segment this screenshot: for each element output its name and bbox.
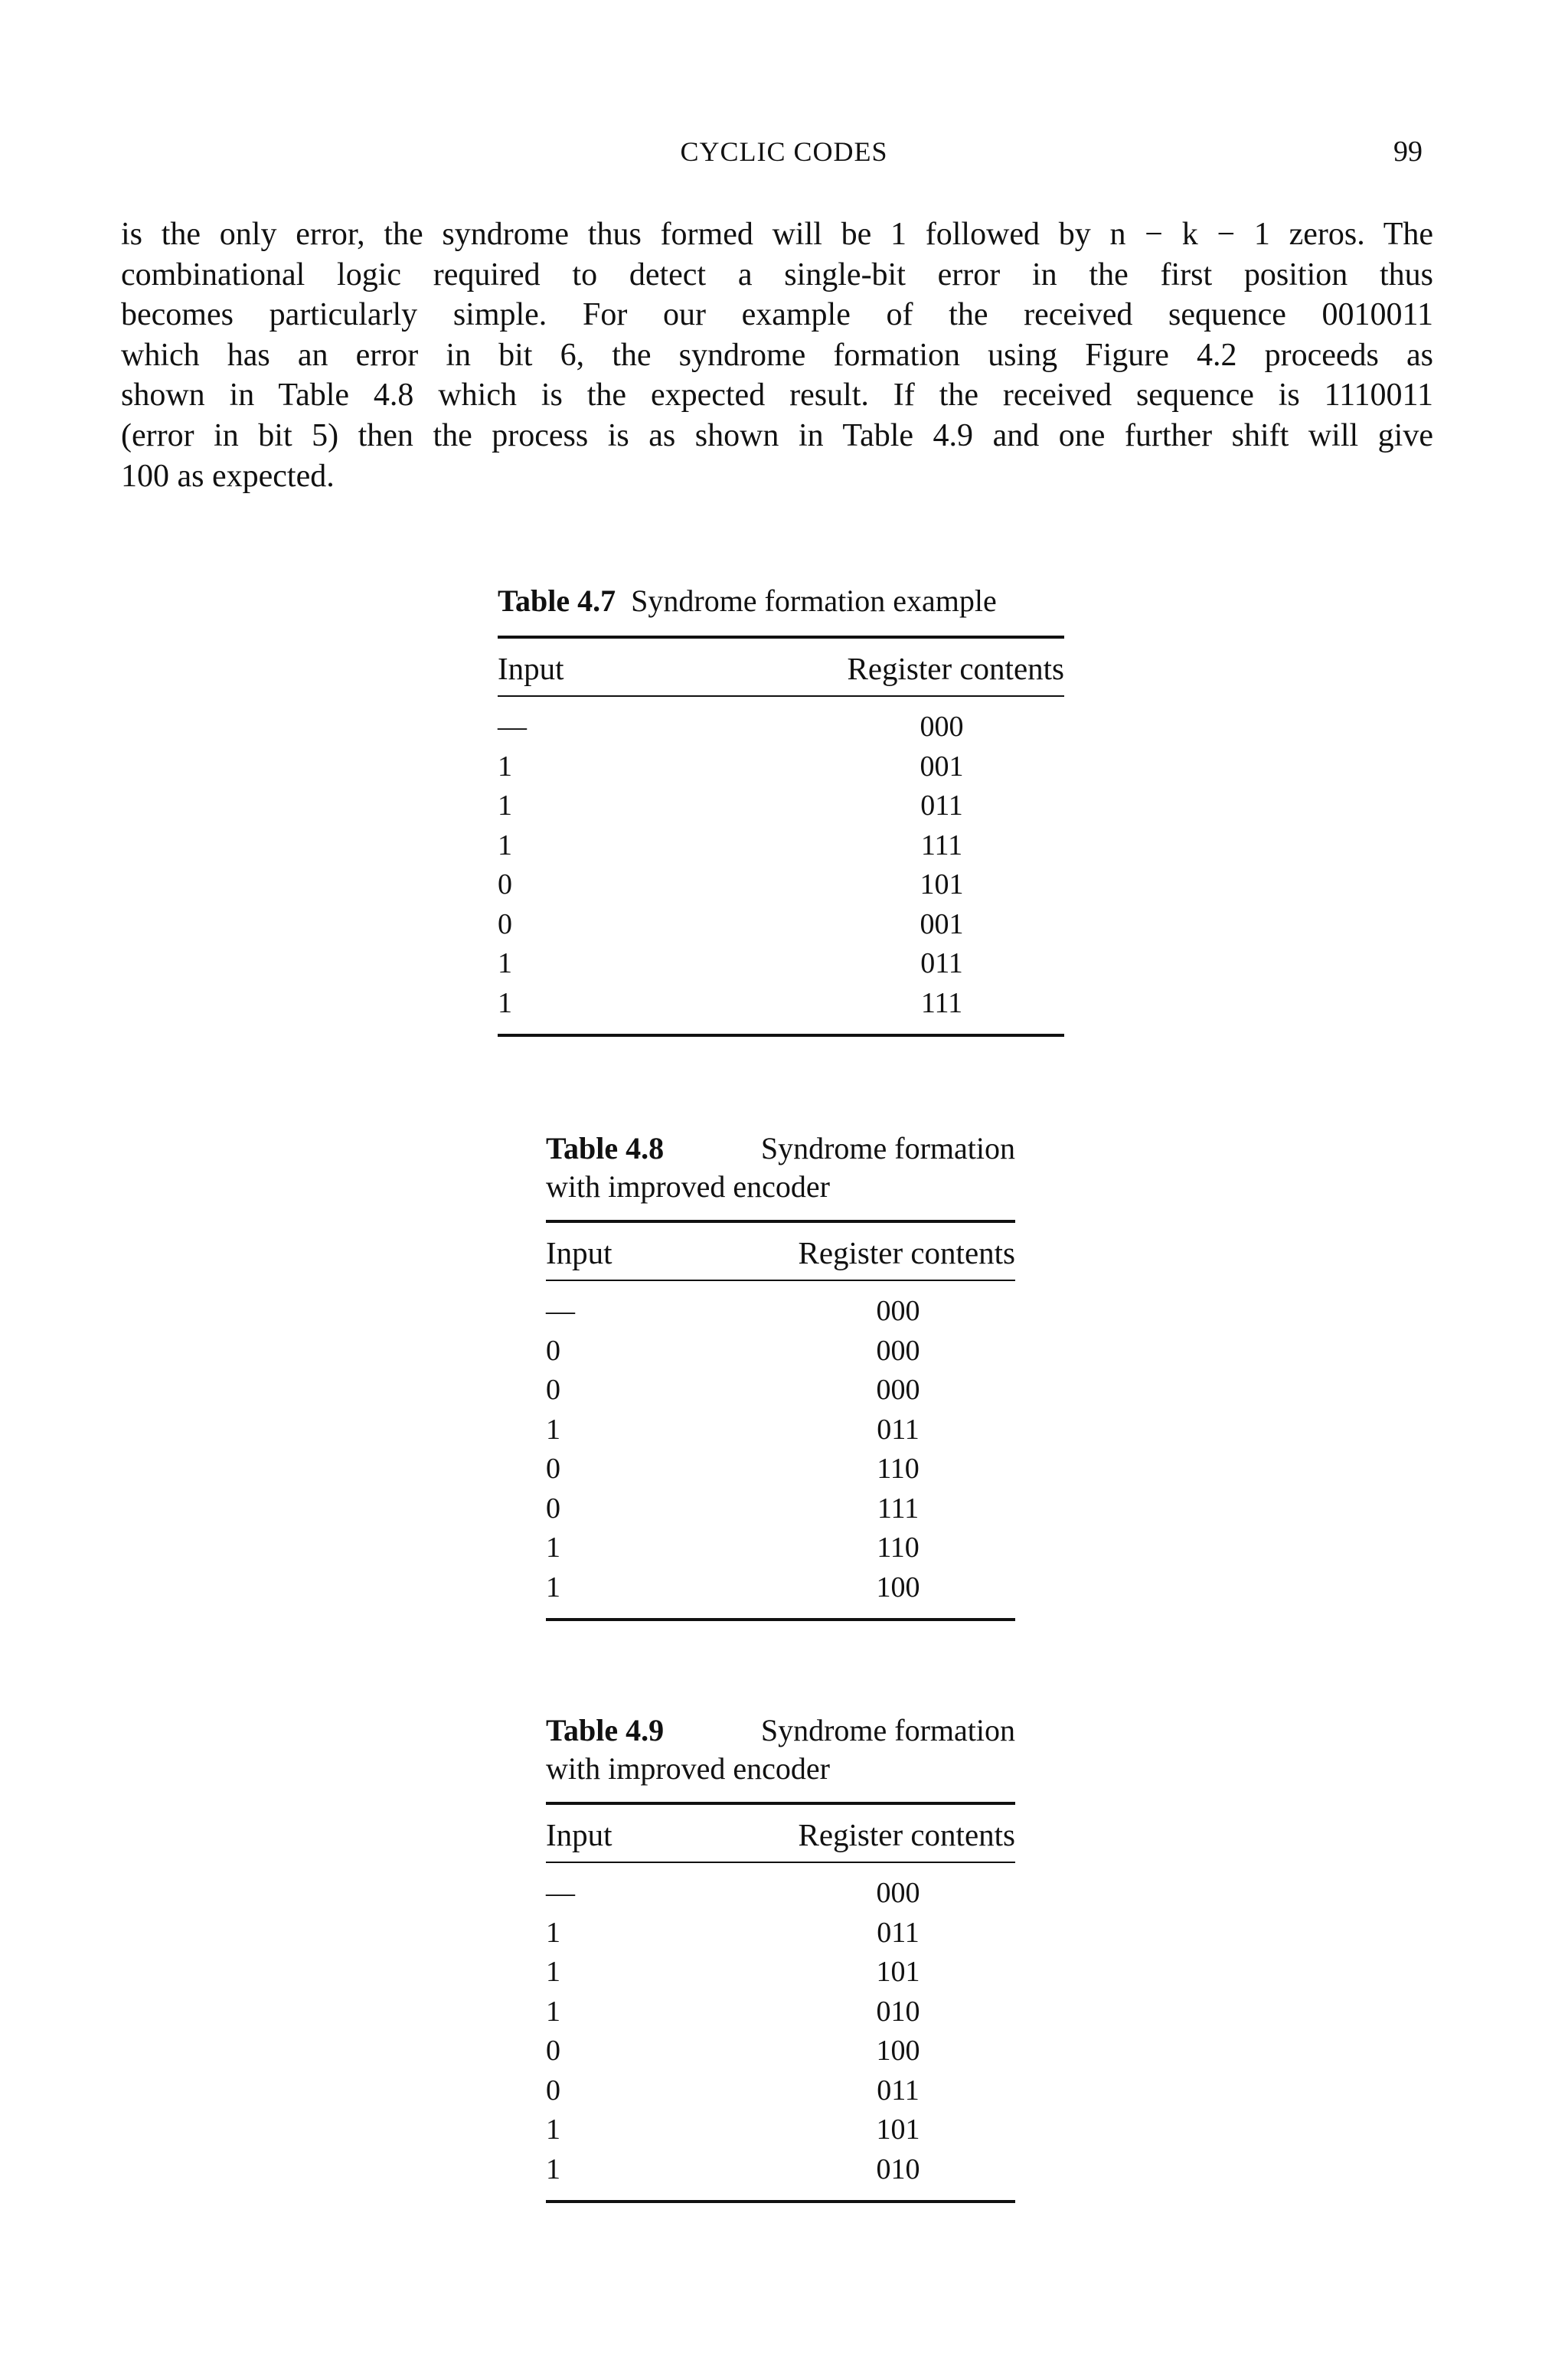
table-row xyxy=(498,747,1064,787)
input-cell: — xyxy=(546,1295,575,1327)
input-cell: 1 xyxy=(546,1571,560,1603)
input-cell: — xyxy=(498,711,527,743)
table-4-7 xyxy=(498,582,1064,1037)
table-row xyxy=(498,944,1064,984)
table-row xyxy=(546,1953,1015,1992)
input-cell: 1 xyxy=(498,986,512,1019)
register-cell: 101 xyxy=(876,1956,920,1988)
register-cell: 011 xyxy=(920,947,963,979)
table-caption xyxy=(498,582,1064,620)
register-cell: 111 xyxy=(877,1492,920,1525)
table-row xyxy=(546,2110,1015,2150)
table-row xyxy=(546,1411,1015,1450)
table-row xyxy=(546,2032,1015,2071)
register-cell: 011 xyxy=(877,1413,920,1446)
table-row xyxy=(498,905,1064,945)
body-line: is the only error, the syndrome thus formed will be 1 followed by n − k − 1 zeros. The xyxy=(121,217,1433,252)
table-row xyxy=(546,1568,1015,1608)
register-cell: 101 xyxy=(920,868,964,901)
register-cell: 011 xyxy=(877,1916,920,1949)
table-bottom-rule xyxy=(546,1618,1015,1621)
page-number: 99 xyxy=(1393,136,1423,168)
body-line: shown in Table 4.8 which is the expected result. If the received sequence is 1110011 xyxy=(121,378,1433,414)
column-header-input: Input xyxy=(498,651,564,686)
table-4-8 xyxy=(546,1129,1015,1621)
input-cell: 1 xyxy=(498,829,512,861)
register-cell: 001 xyxy=(920,907,964,940)
table-row xyxy=(546,1450,1015,1489)
input-cell: 1 xyxy=(546,1413,560,1446)
input-cell: 1 xyxy=(546,1916,560,1949)
table-label: Table 4.9 xyxy=(546,1713,665,1747)
input-cell: 1 xyxy=(498,750,512,783)
running-title: CYCLIC CODES xyxy=(680,136,888,167)
table-caption-text: Syndrome formation xyxy=(760,1131,1015,1165)
input-cell: 0 xyxy=(498,907,512,940)
input-cell: 0 xyxy=(546,2074,560,2107)
column-header-input: Input xyxy=(546,1817,612,1852)
body-line: (error in bit 5) then the process is as shown in Table 4.9 and one further shift will give xyxy=(121,417,1433,453)
table-header xyxy=(498,639,1064,695)
input-cell: 0 xyxy=(546,1492,560,1525)
table-row xyxy=(546,1874,1015,1914)
input-cell: 1 xyxy=(546,1532,560,1564)
table-row xyxy=(546,1992,1015,2032)
table-body xyxy=(546,1863,1015,2200)
register-cell: 000 xyxy=(876,1295,920,1327)
input-cell: 0 xyxy=(498,868,512,901)
body-line: combinational logic required to detect a single-bit error in the first position thus xyxy=(121,257,1433,293)
table-row xyxy=(546,1489,1015,1529)
register-cell: 111 xyxy=(920,986,963,1019)
column-header-register: Register contents xyxy=(798,1235,1015,1270)
table-row xyxy=(546,1914,1015,1953)
register-cell: 001 xyxy=(920,750,964,783)
table-row xyxy=(546,1528,1015,1568)
body-line: 100 as expected. xyxy=(121,458,335,494)
table-caption-text: with improved encoder xyxy=(546,1751,830,1786)
register-cell: 010 xyxy=(876,1995,920,2028)
input-cell: 0 xyxy=(546,1334,560,1367)
input-cell: 1 xyxy=(498,947,512,979)
input-cell: 1 xyxy=(498,789,512,822)
table-header xyxy=(546,1223,1015,1280)
column-header-input: Input xyxy=(546,1235,612,1270)
register-cell: 000 xyxy=(920,711,964,743)
table-row xyxy=(546,1292,1015,1332)
input-cell: 0 xyxy=(546,1374,560,1406)
table-row xyxy=(498,708,1064,747)
column-header-register: Register contents xyxy=(798,1817,1015,1852)
table-label: Table 4.7 xyxy=(498,584,616,618)
table-4-9 xyxy=(546,1711,1015,2203)
table-row xyxy=(498,984,1064,1024)
register-cell: 011 xyxy=(877,2074,920,2107)
input-cell: 1 xyxy=(546,2113,560,2146)
body-paragraph xyxy=(121,214,1433,496)
input-cell: 1 xyxy=(546,1956,560,1988)
table-bottom-rule xyxy=(498,1034,1064,1037)
table-body xyxy=(546,1281,1015,1618)
register-cell: 000 xyxy=(876,1374,920,1406)
table-caption-text: Syndrome formation example xyxy=(631,584,997,618)
table-bottom-rule xyxy=(546,2200,1015,2203)
table-row xyxy=(546,2150,1015,2190)
register-cell: 100 xyxy=(876,1571,920,1603)
table-caption xyxy=(546,1129,1015,1206)
running-head xyxy=(0,129,1568,175)
table-caption-text: with improved encoder xyxy=(546,1169,830,1204)
body-line: becomes particularly simple. For our example of the received sequence 0010011 xyxy=(121,297,1433,333)
register-cell: 010 xyxy=(876,2153,920,2185)
table-row xyxy=(546,2071,1015,2111)
table-caption-text: Syndrome formation xyxy=(760,1713,1015,1747)
input-cell: 1 xyxy=(546,2153,560,2185)
register-cell: 111 xyxy=(920,829,963,861)
register-cell: 101 xyxy=(876,2113,920,2146)
register-cell: 000 xyxy=(876,1877,920,1909)
register-cell: 011 xyxy=(920,789,963,822)
table-caption xyxy=(546,1711,1015,1788)
register-cell: 110 xyxy=(877,1453,920,1485)
register-cell: 110 xyxy=(877,1532,920,1564)
input-cell: 0 xyxy=(546,2035,560,2067)
input-cell: — xyxy=(546,1877,575,1909)
table-header xyxy=(546,1805,1015,1862)
table-row xyxy=(546,1332,1015,1371)
register-cell: 100 xyxy=(876,2035,920,2067)
column-header-register: Register contents xyxy=(847,651,1064,686)
body-line: which has an error in bit 6, the syndrome formation using Figure 4.2 proceeds as xyxy=(121,337,1433,373)
input-cell: 0 xyxy=(546,1453,560,1485)
table-row xyxy=(546,1371,1015,1411)
input-cell: 1 xyxy=(546,1995,560,2028)
register-cell: 000 xyxy=(876,1334,920,1367)
table-body xyxy=(498,697,1064,1034)
table-label: Table 4.8 xyxy=(546,1131,665,1165)
table-row xyxy=(498,786,1064,826)
table-row xyxy=(498,826,1064,866)
table-row xyxy=(498,865,1064,905)
